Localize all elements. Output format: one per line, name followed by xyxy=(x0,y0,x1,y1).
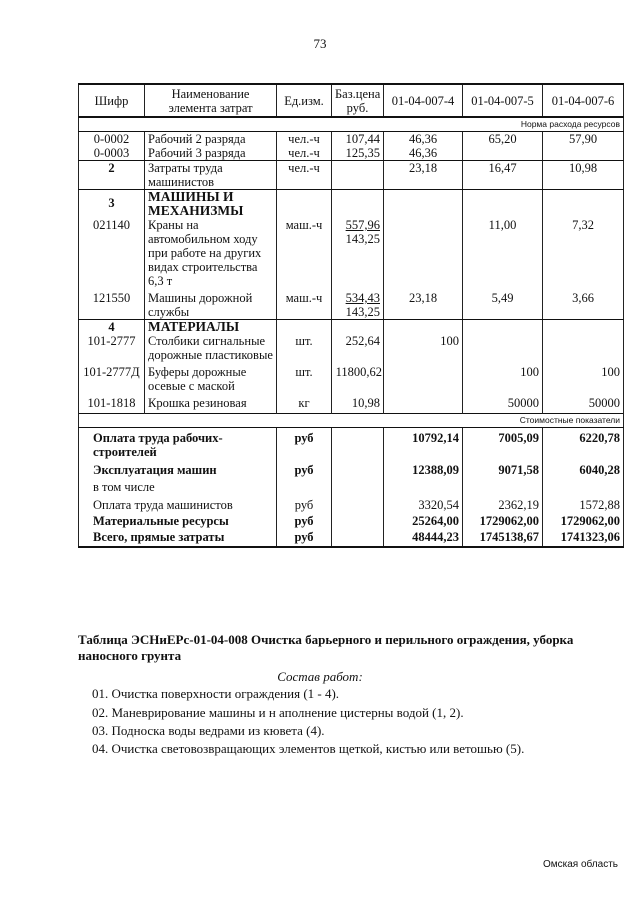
cost-v3: 1572,88 xyxy=(543,494,624,512)
cost-row xyxy=(79,494,624,512)
cost-unit: руб xyxy=(277,494,332,512)
cost-v2: 2362,19 xyxy=(463,494,543,512)
row-name: Буферы дорожные осевые с маской xyxy=(145,362,277,393)
row-v3: 57,90 xyxy=(543,132,624,147)
row-price: 125,35 xyxy=(332,146,384,161)
cost-v3: 1729062,00 xyxy=(543,512,624,528)
cost-label: Стоимостные показатели xyxy=(79,414,624,428)
work-item: 04. Очистка световозвращающих элементов щеткой, кистью или ветошью (5). xyxy=(92,741,525,756)
labor-price xyxy=(332,161,384,190)
header-name: Наименование элемента затрат xyxy=(145,84,277,117)
materials-section-row xyxy=(79,320,624,335)
work-item: 03. Подноска воды ведрами из кювета (4). xyxy=(92,723,325,738)
cost-v3: 1741323,06 xyxy=(543,528,624,547)
row-unit: маш.-ч xyxy=(277,288,332,320)
cost-name: в том числе xyxy=(79,477,277,494)
row-unit: чел.-ч xyxy=(277,132,332,147)
cost-v1: 48444,23 xyxy=(384,528,463,547)
cost-row xyxy=(79,477,624,494)
row-v3 xyxy=(543,334,624,362)
cost-name: Оплата труда машинистов xyxy=(79,494,277,512)
works-title: Состав работ: xyxy=(277,669,363,684)
row-unit: кг xyxy=(277,393,332,414)
row-unit: маш.-ч xyxy=(277,218,332,288)
cost-v2: 7005,09 xyxy=(463,428,543,460)
labor-v1: 23,18 xyxy=(384,161,463,190)
row-price: 557,96 xyxy=(345,218,380,232)
cost-name: Всего, прямые затраты xyxy=(79,528,277,547)
table-caption: Таблица ЭСНиЕРс-01-04-008 Очистка барьерного и перильного ограждения, уборка наносного грунта xyxy=(78,632,574,663)
row-code: 021140 xyxy=(79,218,145,288)
row-price: 534,43 xyxy=(345,291,380,305)
work-item: 01. Очистка поверхности ограждения (1 - 4). xyxy=(92,686,340,701)
cost-unit: руб xyxy=(277,428,332,460)
row-v2 xyxy=(463,146,543,161)
cost-v3: 6040,28 xyxy=(543,459,624,477)
row-code: 101-2777 xyxy=(79,334,145,362)
resource-table xyxy=(78,83,624,548)
cost-subheader xyxy=(79,414,624,428)
row-v2: 50000 xyxy=(463,393,543,414)
norms-subheader xyxy=(79,117,624,132)
cost-unit: руб xyxy=(277,528,332,547)
row-v1 xyxy=(384,218,463,288)
header-unit: Ед.изм. xyxy=(277,84,332,117)
cost-unit: руб xyxy=(277,459,332,477)
row-v1: 100 xyxy=(384,334,463,362)
machines-section-row xyxy=(79,190,624,219)
row-v2: 11,00 xyxy=(463,218,543,288)
table-row xyxy=(79,146,624,161)
row-v3 xyxy=(543,146,624,161)
row-price-labor: 143,25 xyxy=(345,232,380,246)
row-v1: 46,36 xyxy=(384,146,463,161)
row-v3: 100 xyxy=(543,362,624,393)
cost-v1: 25264,00 xyxy=(384,512,463,528)
row-price: 107,44 xyxy=(332,132,384,147)
row-price: 252,64 xyxy=(332,334,384,362)
row-v3: 3,66 xyxy=(543,288,624,320)
row-price-labor: 143,25 xyxy=(345,305,380,319)
row-name: Краны на автомобильном ходу при работе на других видах строительства 6,3 т xyxy=(145,218,277,288)
header-code: Шифр xyxy=(79,84,145,117)
row-name: Рабочий 2 разряда xyxy=(145,132,277,147)
table-row xyxy=(79,362,624,393)
materials-title: МАТЕРИАЛЫ xyxy=(145,320,277,335)
row-unit: шт. xyxy=(277,334,332,362)
cost-v1: 3320,54 xyxy=(384,494,463,512)
table-row xyxy=(79,334,624,362)
row-v1: 46,36 xyxy=(384,132,463,147)
cost-v2: 9071,58 xyxy=(463,459,543,477)
table-row xyxy=(79,218,624,288)
header-col1: 01-04-007-4 xyxy=(384,84,463,117)
labor-unit: чел.-ч xyxy=(277,161,332,190)
cost-name: Оплата труда рабочих-строителей xyxy=(79,428,277,460)
machines-code: 3 xyxy=(79,190,145,219)
row-price: 11800,62 xyxy=(332,362,384,393)
row-code: 101-1818 xyxy=(79,393,145,414)
row-code: 101-2777Д xyxy=(79,362,145,393)
row-v1 xyxy=(384,362,463,393)
row-code: 121550 xyxy=(79,288,145,320)
row-code: 0-0002 xyxy=(79,132,145,147)
table-row xyxy=(79,288,624,320)
header-col3: 01-04-007-6 xyxy=(543,84,624,117)
labor-code: 2 xyxy=(79,161,145,190)
cost-row xyxy=(79,428,624,460)
row-v2: 65,20 xyxy=(463,132,543,147)
cost-v2: 1745138,67 xyxy=(463,528,543,547)
row-v3: 7,32 xyxy=(543,218,624,288)
cost-name: Материальные ресурсы xyxy=(79,512,277,528)
table-row xyxy=(79,393,624,414)
cost-v1: 10792,14 xyxy=(384,428,463,460)
materials-code: 4 xyxy=(79,320,145,335)
machines-title: МАШИНЫ И МЕХАНИЗМЫ xyxy=(145,190,277,219)
row-price: 10,98 xyxy=(332,393,384,414)
row-v2: 100 xyxy=(463,362,543,393)
row-v1: 23,18 xyxy=(384,288,463,320)
row-v2 xyxy=(463,334,543,362)
row-v2: 5,49 xyxy=(463,288,543,320)
table-header xyxy=(79,84,624,117)
page-number: 73 xyxy=(313,36,327,51)
cost-row xyxy=(79,512,624,528)
norms-label: Норма расхода ресурсов xyxy=(79,117,624,132)
labor-name: Затраты труда машинистов xyxy=(145,161,277,190)
row-v3: 50000 xyxy=(543,393,624,414)
row-name: Крошка резиновая xyxy=(145,393,277,414)
cost-v3: 6220,78 xyxy=(543,428,624,460)
cost-row xyxy=(79,528,624,547)
cost-row xyxy=(79,459,624,477)
row-name: Рабочий 3 разряда xyxy=(145,146,277,161)
labor-v3: 10,98 xyxy=(543,161,624,190)
labor-v2: 16,47 xyxy=(463,161,543,190)
table-row xyxy=(79,132,624,147)
row-name: Столбики сигнальные дорожные пластиковые xyxy=(145,334,277,362)
row-unit: шт. xyxy=(277,362,332,393)
region-footer: Омская область xyxy=(542,859,618,870)
cost-unit: руб xyxy=(277,512,332,528)
cost-v1: 12388,09 xyxy=(384,459,463,477)
header-price: Баз.цена руб. xyxy=(332,84,384,117)
header-col2: 01-04-007-5 xyxy=(463,84,543,117)
row-name: Машины дорожной службы xyxy=(145,288,277,320)
work-item: 02. Маневрирование машины и н аполнение цистерны водой (1, 2). xyxy=(92,705,464,720)
labor-row xyxy=(79,161,624,190)
row-v1 xyxy=(384,393,463,414)
row-unit: чел.-ч xyxy=(277,146,332,161)
cost-v2: 1729062,00 xyxy=(463,512,543,528)
row-code: 0-0003 xyxy=(79,146,145,161)
cost-name: Эксплуатация машин xyxy=(79,459,277,477)
